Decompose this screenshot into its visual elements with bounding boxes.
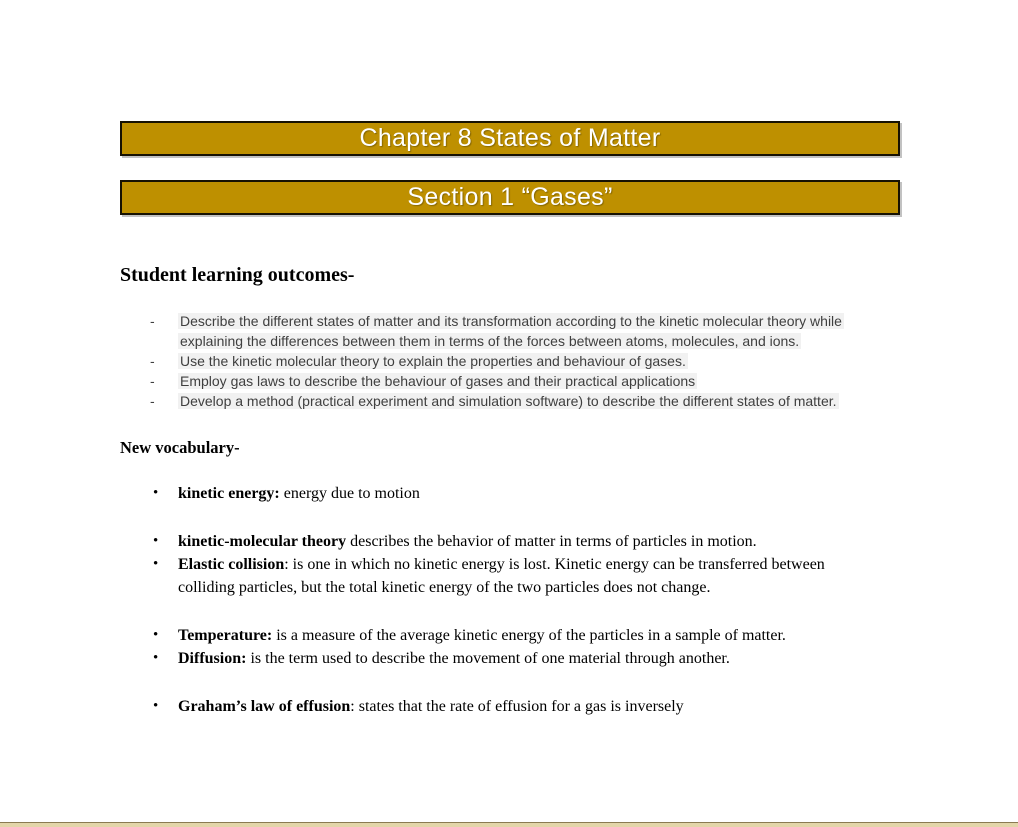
bullet-dot: • (153, 533, 159, 549)
vocab-definition: : is one in which no kinetic energy is lost. Kinetic energy can be transferred between colliding particles, but the total kinetic energy of the two particles does not change. (178, 556, 825, 596)
outcome-text: Develop a method (practical experiment and simulation software) to describe the different states of matter. (180, 393, 837, 409)
bullet-dot: • (153, 485, 159, 501)
vocab-term: kinetic-molecular theory (178, 533, 347, 550)
vocab-item (120, 647, 900, 670)
outcome-item (120, 371, 900, 391)
chapter-banner-title: Chapter 8 States of Matter (359, 124, 661, 152)
vocab-definition: is a measure of the average kinetic energy of the particles in a sample of matter. (272, 627, 786, 644)
vocab-text (178, 553, 874, 599)
vocab-term: Diffusion: (178, 650, 247, 667)
vocabulary-heading: New vocabulary- (120, 438, 240, 457)
vocab-item (120, 482, 900, 505)
vocab-term: Elastic collision (178, 556, 285, 573)
dash-bullet: - (150, 393, 155, 409)
outcome-item (120, 391, 900, 411)
vocab-definition: is the term used to describe the movement of one material through another. (246, 650, 730, 667)
next-page-edge-strip (0, 822, 1018, 827)
outcomes-heading: Student learning outcomes- (120, 264, 355, 286)
vocab-text (178, 695, 684, 718)
vocab-text (178, 482, 420, 505)
outcome-item (120, 351, 900, 371)
vocab-text (178, 530, 757, 553)
bullet-dot: • (153, 627, 159, 643)
outcome-item (120, 311, 900, 351)
bullet-dot: • (153, 556, 159, 572)
vocab-term: kinetic energy: (178, 485, 280, 502)
vocab-item (120, 530, 900, 553)
dash-bullet: - (150, 353, 155, 369)
content-column (120, 0, 900, 718)
outcomes-list (120, 311, 900, 411)
outcome-text: Describe the different states of matter and its transformation according to the kinetic molecular theory while explaining the differences between them in terms of the forces between atoms, molecules, and ions. (180, 313, 842, 349)
vocab-definition: energy due to motion (279, 485, 420, 502)
vocab-term: Temperature: (178, 627, 273, 644)
chapter-banner (120, 121, 900, 156)
vocab-text (178, 647, 730, 670)
bullet-dot: • (153, 650, 159, 666)
outcome-text: Use the kinetic molecular theory to explain the properties and behaviour of gases. (180, 353, 686, 369)
section-banner-title: Section 1 “Gases” (407, 183, 613, 211)
outcome-text: Employ gas laws to describe the behaviour of gases and their practical applications (180, 373, 696, 389)
dash-bullet: - (150, 313, 155, 329)
vocab-definition: : states that the rate of effusion for a gas is inversely (350, 698, 684, 715)
section-banner (120, 180, 900, 215)
vocab-term: Graham’s law of effusion (178, 698, 351, 715)
bullet-dot: • (153, 698, 159, 714)
vocab-item (120, 695, 900, 718)
vocab-item (120, 624, 900, 647)
vocab-definition: describes the behavior of matter in terms of particles in motion. (346, 533, 757, 550)
vocab-item (120, 553, 900, 599)
vocab-text (178, 624, 786, 647)
dash-bullet: - (150, 373, 155, 389)
vocabulary-list (120, 482, 900, 718)
